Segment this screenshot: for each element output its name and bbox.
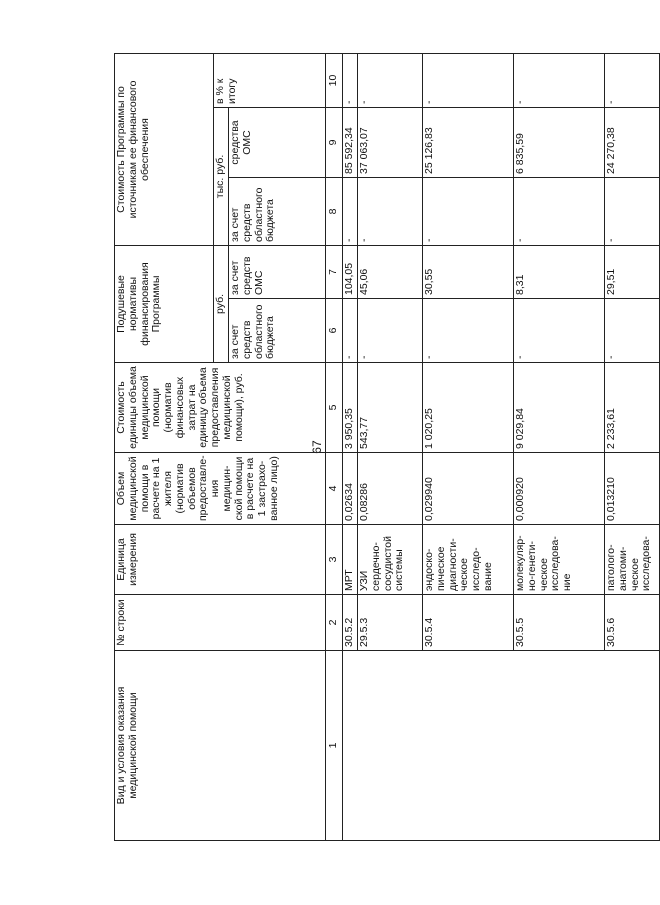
row-cost-budget: -	[514, 177, 605, 245]
row-number: 29.5.3	[358, 595, 423, 651]
row-number: 30.5.2	[343, 595, 358, 651]
row-norm-budget: -	[605, 299, 660, 363]
row-cost-oms: 25 126,83	[423, 107, 514, 177]
page-number: 67	[310, 440, 324, 454]
header-cost-oms: средства ОМС	[229, 107, 326, 177]
row-number: 30.5.5	[514, 595, 605, 651]
col-number: 7	[326, 245, 343, 298]
col-number: 2	[326, 595, 343, 651]
row-volume: 0,000920	[514, 453, 605, 525]
header-norm-oms: за счет средств ОМС	[229, 245, 326, 298]
row-norm-oms: 45,06	[358, 245, 423, 298]
row-norm-oms: 29,51	[605, 245, 660, 298]
row-unit: эндоско-пическое диагности-ческое исследо-вание	[423, 525, 514, 595]
row-volume: 0,029940	[423, 453, 514, 525]
row-volume: 0,02634	[343, 453, 358, 525]
row-norm-oms: 8,31	[514, 245, 605, 298]
row-pct: -	[605, 53, 660, 107]
header-norm-group: Подушевые нормативы финансирования Программы	[115, 245, 214, 362]
header-cost-unit: тыс. руб.	[214, 107, 229, 245]
col-number: 10	[326, 53, 343, 107]
row-number: 30.5.4	[423, 595, 514, 651]
header-col-2: № строки	[115, 595, 326, 651]
row-cost: 543,77	[358, 363, 423, 453]
table-row	[343, 53, 358, 840]
row-unit: патолого-анатоми-ческое исследова-	[605, 525, 660, 595]
row-pct: -	[423, 53, 514, 107]
col-number: 4	[326, 453, 343, 525]
row-pct: -	[514, 53, 605, 107]
header-norm-budget: за счет средств областного бюджета	[229, 299, 326, 363]
row-cost-budget: -	[605, 177, 660, 245]
row-norm-oms: 30,55	[423, 245, 514, 298]
row-cost-budget: -	[358, 177, 423, 245]
col-number: 8	[326, 177, 343, 245]
col-number: 5	[326, 363, 343, 453]
col-number: 3	[326, 525, 343, 595]
header-col-4: Объем медицинской помощи в расчете на 1 жителя (норматив объемов предоставле-ния медицин-ской помощи в расчете на 1 застрахо-ванное лицо)	[115, 453, 326, 525]
col-number: 1	[326, 651, 343, 841]
row-norm-budget: -	[423, 299, 514, 363]
row-norm-budget: -	[514, 299, 605, 363]
col-number: 9	[326, 107, 343, 177]
header-row-1	[115, 53, 214, 840]
row-norm-oms: 104,05	[343, 245, 358, 298]
header-col-1: Вид и условия оказания медицинской помощи	[115, 651, 326, 841]
program-cost-table	[114, 53, 660, 841]
row-unit: УЗИ сердечно-сосудистой системы	[358, 525, 423, 595]
row-norm-budget: -	[343, 299, 358, 363]
header-cost-group: Стоимость Программы по источникам ее финансового обеспечения	[115, 53, 214, 245]
row-cost: 2 233,61	[605, 363, 660, 453]
row-cost-oms: 37 063,07	[358, 107, 423, 177]
service-type-cell	[343, 651, 660, 841]
row-cost-oms: 24 270,38	[605, 107, 660, 177]
col-number: 6	[326, 299, 343, 363]
row-cost: 9 029,84	[514, 363, 605, 453]
header-col-5: Стоимость единицы объема медицинской помощи (норматив финансовых затрат на единицу объема предоставления медицинской помощи), руб.	[115, 363, 326, 453]
row-cost-budget: -	[423, 177, 514, 245]
row-pct: -	[358, 53, 423, 107]
row-cost-budget: -	[343, 177, 358, 245]
row-volume: 0,013210	[605, 453, 660, 525]
row-cost-oms: 6 835,59	[514, 107, 605, 177]
header-col-3: Единица измерения	[115, 525, 326, 595]
row-unit: молекуляр-но-генети-ческое исследова-ние	[514, 525, 605, 595]
row-volume: 0,08286	[358, 453, 423, 525]
header-norm-unit: руб.	[214, 245, 229, 362]
row-unit: МРТ	[343, 525, 358, 595]
column-number-row	[326, 53, 343, 840]
row-pct: -	[343, 53, 358, 107]
rotated-table-container	[114, 54, 653, 841]
row-norm-budget: -	[358, 299, 423, 363]
row-cost: 3 950,35	[343, 363, 358, 453]
header-cost-budget: за счет средств областного бюджета	[229, 177, 326, 245]
row-cost: 1 020,25	[423, 363, 514, 453]
header-cost-pct: в % к итогу	[214, 53, 326, 107]
row-number: 30.5.6	[605, 595, 660, 651]
row-cost-oms: 85 592,34	[343, 107, 358, 177]
